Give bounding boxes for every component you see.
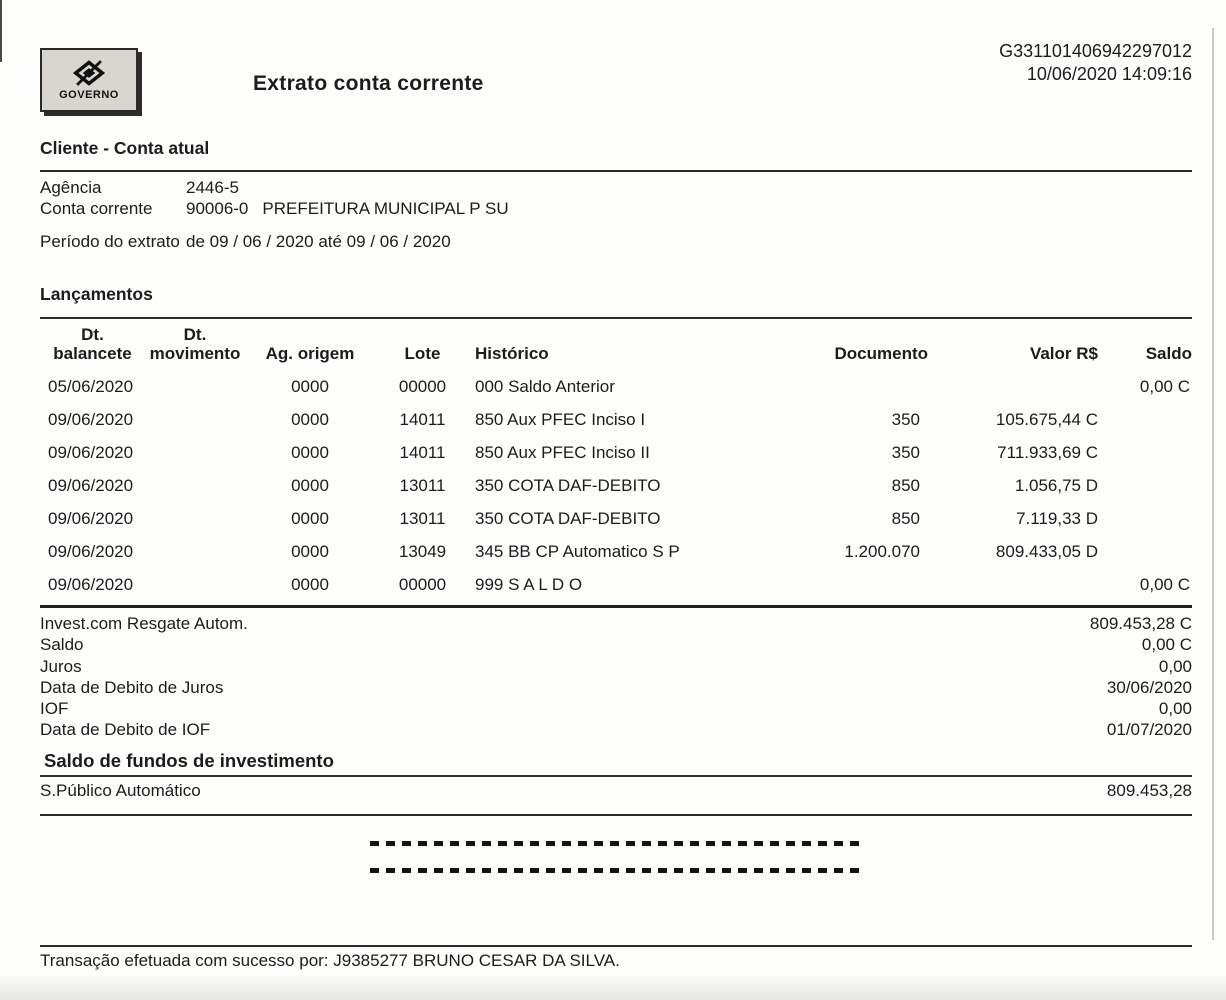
- cell-ag-origem: 0000: [291, 541, 329, 561]
- cell-dt-balancete: 09/06/2020: [48, 442, 134, 462]
- table-row: [40, 568, 1192, 601]
- funds-row: [40, 777, 1192, 801]
- cell-ag-origem: 0000: [291, 574, 329, 594]
- cell-documento: 350: [891, 409, 920, 429]
- cell-ag-origem: 0000: [291, 409, 329, 429]
- summary-label: Juros: [40, 656, 82, 676]
- cell-valor: 809.433,05 D: [995, 541, 1098, 561]
- cell-historico: 850 Aux PFEC Inciso II: [475, 442, 650, 462]
- field-value: 2446-5: [186, 178, 239, 197]
- field-value: de 09 / 06 / 2020 até 09 / 06 / 2020: [186, 231, 451, 251]
- investment-summary: [40, 613, 1192, 741]
- cell-historico: 850 Aux PFEC Inciso I: [475, 409, 646, 429]
- field-value: 90006-0: [186, 199, 249, 218]
- bb-logo-icon: [72, 59, 106, 87]
- summary-label: Invest.com Resgate Autom.: [40, 614, 248, 633]
- cell-lote: 14011: [399, 442, 446, 462]
- summary-value: 0,00: [1158, 656, 1192, 676]
- cell-dt-balancete: 09/06/2020: [48, 409, 134, 429]
- cell-lote: 14011: [399, 409, 446, 429]
- cell-ag-origem: 0000: [291, 475, 329, 495]
- document-info: [999, 40, 1192, 86]
- summary-label: Data de Debito de Juros: [40, 677, 224, 697]
- summary-value: 01/07/2020: [1106, 720, 1192, 740]
- cell-saldo: 0,00 C: [1139, 376, 1190, 396]
- client-fields: [40, 177, 1192, 263]
- logo-label: GOVERNO: [59, 89, 119, 101]
- bank-logo: [40, 48, 138, 112]
- cell-dt-balancete: 05/06/2020: [48, 376, 134, 396]
- cell-ag-origem: 0000: [291, 508, 329, 528]
- transactions-table: [40, 319, 1192, 601]
- divider: [40, 605, 1192, 608]
- field-periodo: [40, 219, 1192, 263]
- column-header: Ag. origem: [265, 344, 355, 363]
- client-section-heading: Cliente - Conta atual: [40, 138, 210, 158]
- field-label: Agência: [40, 178, 102, 197]
- cell-dt-balancete: 09/06/2020: [48, 475, 134, 495]
- summary-value: 30/06/2020: [1106, 677, 1192, 697]
- cell-valor: 105.675,44 C: [995, 409, 1098, 429]
- field-label: Conta corrente: [40, 199, 153, 218]
- summary-row: [40, 677, 1192, 698]
- fund-balance: 809.453,28: [1106, 780, 1192, 800]
- account-holder-name: PREFEITURA MUNICIPAL P SU: [262, 199, 509, 218]
- table-header-row: [40, 319, 1192, 370]
- divider: [40, 945, 1192, 947]
- table-row: [40, 403, 1192, 436]
- field-conta-corrente: [40, 198, 1192, 219]
- summary-value: 0,00: [1158, 699, 1192, 719]
- summary-row: [40, 656, 1192, 677]
- cell-historico: 350 COTA DAF-DEBITO: [475, 475, 661, 495]
- scan-artifact-left: [0, 0, 2, 62]
- table-row: [40, 436, 1192, 469]
- summary-row: [40, 613, 1192, 634]
- transactions-heading: Lançamentos: [40, 284, 153, 304]
- divider: [40, 814, 1192, 816]
- column-header: Histórico: [475, 344, 549, 363]
- cell-historico: 350 COTA DAF-DEBITO: [475, 508, 661, 528]
- cell-dt-balancete: 09/06/2020: [48, 508, 134, 528]
- column-header: Dt. balancete: [53, 325, 132, 363]
- cell-dt-balancete: 09/06/2020: [48, 541, 134, 561]
- cell-historico: 999 S A L D O: [475, 574, 583, 594]
- summary-value: 0,00 C: [1141, 635, 1192, 655]
- funds-section-heading: Saldo de fundos de investimento: [44, 749, 334, 771]
- divider: [40, 170, 1192, 172]
- table-row: [40, 502, 1192, 535]
- cell-documento: 850: [891, 508, 920, 528]
- cell-lote: 00000: [398, 376, 447, 396]
- cell-lote: 13011: [399, 475, 446, 495]
- cell-ag-origem: 0000: [291, 376, 329, 396]
- scan-artifact-bottom: [0, 974, 1226, 1000]
- summary-label: Data de Debito de IOF: [40, 720, 211, 740]
- summary-label: IOF: [40, 699, 69, 719]
- column-header: Saldo: [1145, 344, 1192, 363]
- cell-lote: 13049: [398, 541, 447, 561]
- cell-historico: 345 BB CP Automatico S P: [475, 541, 680, 561]
- cell-valor: 1.056,75 D: [1014, 475, 1098, 495]
- summary-value: 809.453,28 C: [1089, 614, 1192, 633]
- transaction-confirmation-text: Transação efetuada com sucesso por: J9385277 BRUNO CESAR DA SILVA.: [40, 950, 620, 970]
- column-header: Documento: [834, 344, 928, 363]
- cell-documento: 350: [891, 442, 920, 462]
- summary-row: [40, 634, 1192, 655]
- summary-row: [40, 698, 1192, 719]
- table-row: [40, 370, 1192, 403]
- column-header: Valor R$: [1029, 344, 1098, 363]
- dashed-separator: [370, 868, 864, 873]
- summary-label: Saldo: [40, 635, 84, 655]
- cell-lote: 13011: [399, 508, 446, 528]
- document-code: G331101406942297012: [999, 41, 1192, 61]
- cell-lote: 00000: [398, 574, 447, 594]
- cell-valor: 711.933,69 C: [997, 442, 1098, 462]
- cell-documento: 850: [891, 475, 920, 495]
- cell-valor: 7.119,33 D: [1016, 508, 1098, 528]
- table-row: [40, 535, 1192, 568]
- column-header: Lote: [404, 344, 441, 363]
- cell-documento: 1.200.070: [844, 541, 920, 561]
- cell-saldo: 0,00 C: [1139, 574, 1190, 594]
- cell-historico: 000 Saldo Anterior: [475, 376, 615, 396]
- field-label: Período do extrato: [40, 231, 180, 251]
- summary-row: [40, 719, 1192, 740]
- table-row: [40, 469, 1192, 502]
- fund-name: S.Público Automático: [40, 780, 201, 800]
- cell-dt-balancete: 09/06/2020: [48, 574, 134, 594]
- field-agencia: [40, 177, 1192, 198]
- dashed-separator: [370, 841, 864, 846]
- scan-artifact-right: [1212, 28, 1214, 940]
- column-header: Dt. movimento: [149, 325, 241, 363]
- cell-ag-origem: 0000: [291, 442, 329, 462]
- document-timestamp: 10/06/2020 14:09:16: [1026, 64, 1192, 84]
- page-title: Extrato conta corrente: [253, 72, 484, 95]
- statement-body: [40, 138, 1192, 971]
